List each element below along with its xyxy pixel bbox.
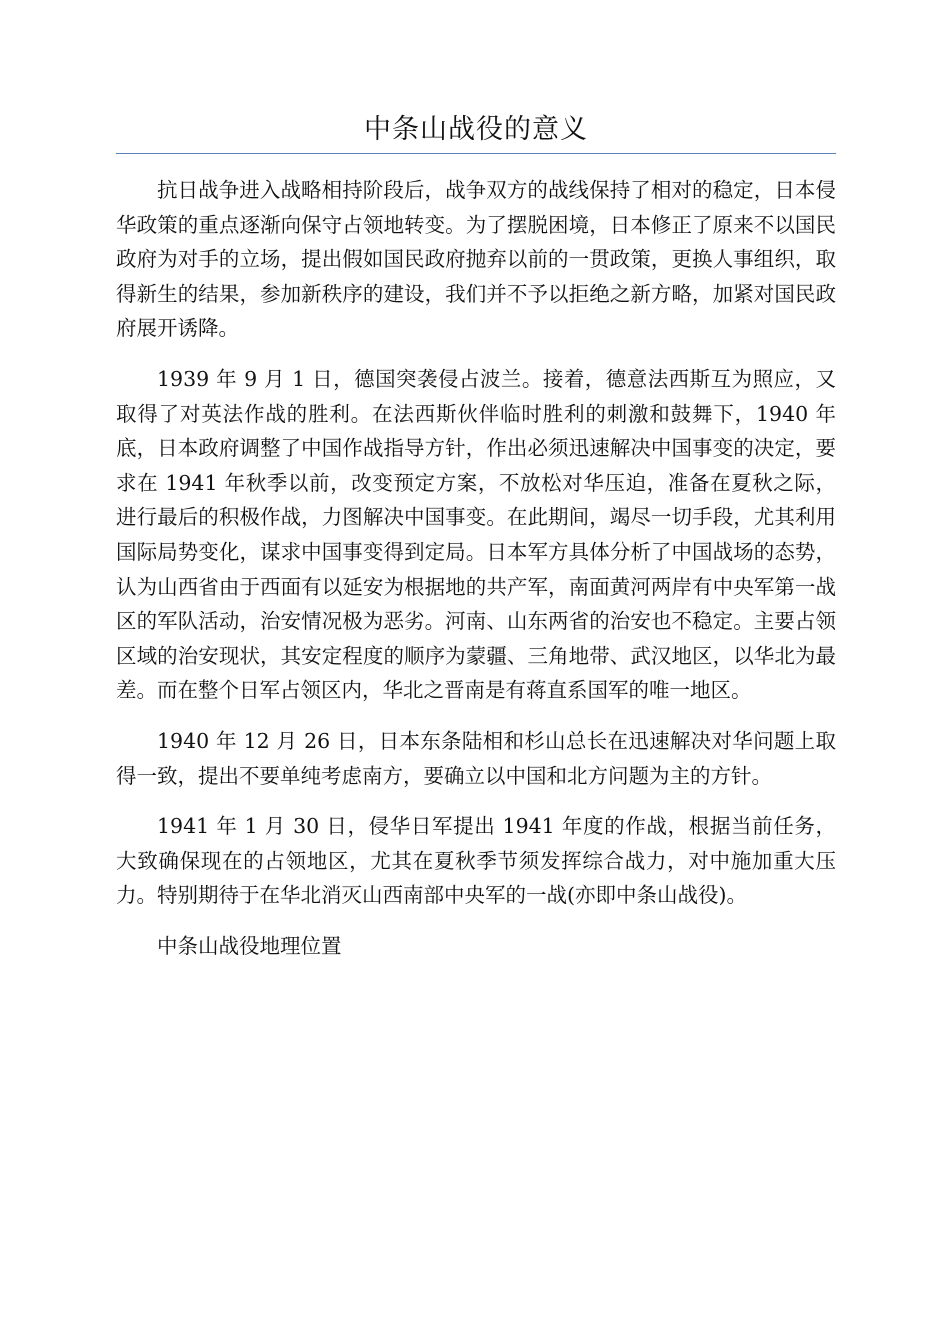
- document-title: 中条山战役的意义: [364, 114, 588, 145]
- paragraph-3: 1940 年 12 月 26 日，日本东条陆相和杉山总长在迅速解决对华问题上取得一致，提出不要单纯考虑南方，要确立以中国和北方问题为主的方针。: [116, 728, 836, 788]
- paragraph-4: 1941 年 1 月 30 日，侵华日军提出 1941 年度的作战，根据当前任务，大致确保现在的占领地区，尤其在夏秋季节须发挥综合战力，对中施加重大压力。特别期待于在华北消灭山西南部中央军的一战(亦即中条山战役)。: [116, 814, 836, 908]
- document-page: [116, 110, 836, 979]
- title-underline: [116, 153, 836, 154]
- paragraph-1: 抗日战争进入战略相持阶段后，战争双方的战线保持了相对的稳定，日本侵华政策的重点逐渐向保守占领地转变。为了摆脱困境，日本修正了原来不以国民政府为对手的立场，提出假如国民政府抛弃以前的一贯政策，更换人事组织，取得新生的结果，参加新秩序的建设，我们并不予以拒绝之新方略，加紧对国民政府展开诱降。: [116, 178, 836, 341]
- paragraph-2: 1939 年 9 月 1 日，德国突袭侵占波兰。接着，德意法西斯互为照应，又取得了对英法作战的胜利。在法西斯伙伴临时胜利的刺激和鼓舞下，1940 年底，日本政府调整了中国作战指导方针，作出必须迅速解决中国事变的决定，要求在 1941 年秋季以前，改变预定方案，不放松对华压迫，准备在夏秋之际，进行最后的积极作战，力图解决中国事变。在此期间，竭尽一切手段，尤其利用国际局势变化，谋求中国事变得到定局。日本军方具体分析了中国战场的态势，认为山西省由于西面有以延安为根据地的共产军，南面黄河两岸有中央军第一战区的军队活动，治安情况极为恶劣。河南、山东两省的治安也不稳定。主要占领区域的治安现状，其安定程度的顺序为蒙疆、三角地带、武汉地区，以华北为最差。而在整个日军占领区内，华北之晋南是有蒋直系国军的唯一地区。: [116, 366, 836, 703]
- section-heading: 中条山战役地理位置: [157, 933, 342, 958]
